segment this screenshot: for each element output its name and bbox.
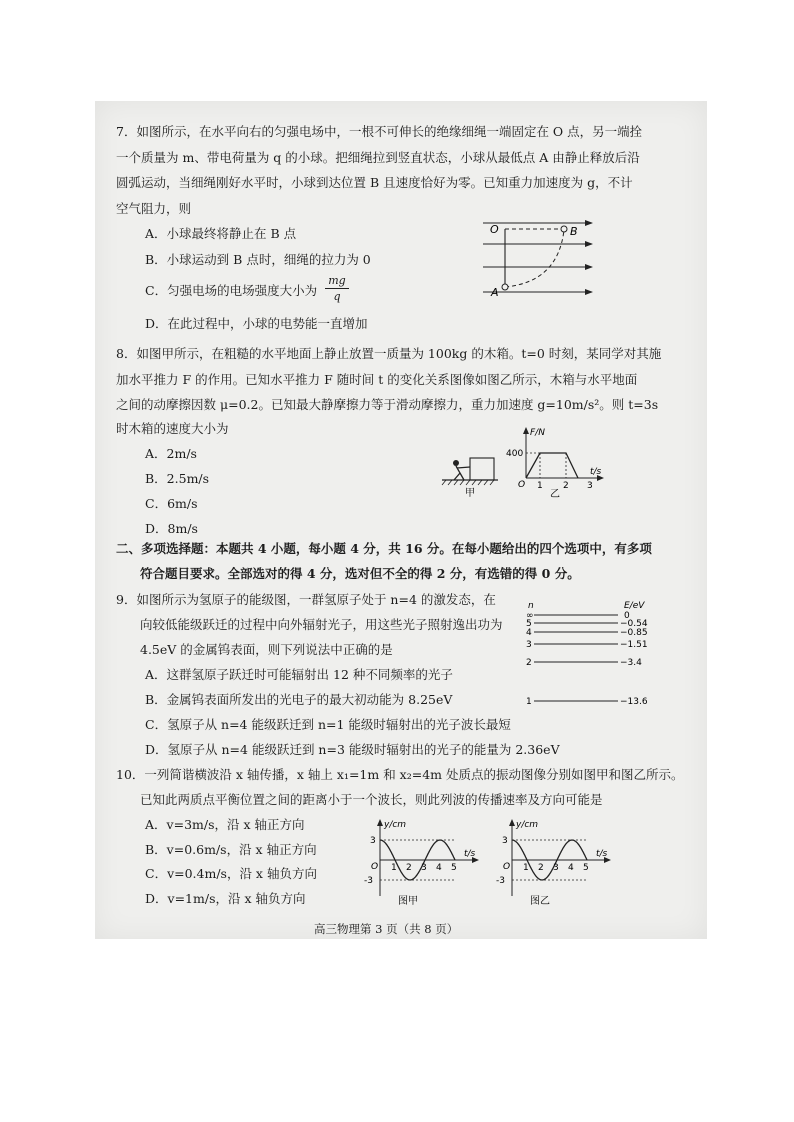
y-tick-min: -3 xyxy=(364,876,373,886)
ground-hatch xyxy=(442,480,494,485)
q9-energy-level-diagram xyxy=(520,596,670,711)
level-2 xyxy=(526,658,642,668)
n-header: n xyxy=(528,601,534,611)
arc-path xyxy=(505,230,564,287)
q9-option-a: A．这群氢原子跃迁时可能辐射出 12 种不同频率的光子 xyxy=(145,667,453,682)
q8-line-3: 之间的动摩擦因数 μ=0.2。已知最大静摩擦力等于滑动摩擦力，重力加速度 g=10m/s²。则 t=3s xyxy=(116,397,659,412)
q10-option-a: A．v=3m/s，沿 x 轴正方向 xyxy=(145,817,305,832)
q10-option-d: D．v=1m/s，沿 x 轴负方向 xyxy=(145,891,306,906)
x-tick-2: 2 xyxy=(538,863,544,873)
y-tick-min: -3 xyxy=(496,876,505,886)
q7-line-4: 空气阻力，则 xyxy=(116,201,192,216)
q7-line-1: 7．如图所示，在水平向右的匀强电场中，一根不可伸长的绝缘细绳一端固定在 O 点，另一端拴 xyxy=(116,124,643,139)
x-tick-4: 4 xyxy=(568,863,574,873)
origin-label: O xyxy=(371,862,379,872)
q9-option-d: D．氢原子从 n=4 能级跃迁到 n=3 能级时辐射出的光子的能量为 2.36eV xyxy=(145,742,560,757)
wooden-box xyxy=(470,458,494,480)
x-tick-2: 2 xyxy=(406,863,412,873)
svg-text:−0.54: −0.54 xyxy=(620,619,648,629)
label-o: O xyxy=(490,223,499,236)
x-tick-5: 5 xyxy=(583,863,589,873)
q8-line-1: 8．如图甲所示，在粗糙的水平地面上静止放置一质量为 100kg 的木箱。t=0 时刻，某同学对其施 xyxy=(116,346,662,361)
origin-label: O xyxy=(503,862,511,872)
q7-field-fraction xyxy=(325,274,349,303)
ball-a xyxy=(502,284,508,290)
x-tick-1: 1 xyxy=(537,481,543,491)
x-tick-1: 1 xyxy=(523,863,529,873)
q8-figure-jia xyxy=(440,450,500,498)
q8-option-d: D．8m/s xyxy=(145,521,198,536)
level-1 xyxy=(526,697,648,707)
level-3 xyxy=(526,640,648,650)
svg-text:2: 2 xyxy=(526,658,532,668)
x-tick-2: 2 xyxy=(563,481,569,491)
svg-text:1: 1 xyxy=(526,697,532,707)
q7-line-3: 圆弧运动，当细绳刚好水平时，小球到达位置 B 且速度恰好为零。已知重力加速度为 g，不计 xyxy=(116,175,633,190)
q9-line-1: 9．如图所示为氢原子的能级图，一群氢原子处于 n=4 的激发态，在 xyxy=(116,592,496,607)
force-curve xyxy=(526,453,578,478)
q9-option-c: C．氢原子从 n=4 能级跃迁到 n=1 能级时辐射出的光子波长最短 xyxy=(145,717,511,732)
caption-yi: 图乙 xyxy=(530,896,550,907)
x-tick-3: 3 xyxy=(553,863,559,873)
x-tick-3: 3 xyxy=(421,863,427,873)
page-footer: 高三物理第 3 页（共 8 页） xyxy=(314,922,459,936)
fraction-denominator: q xyxy=(333,290,341,303)
x-tick-5: 5 xyxy=(451,863,457,873)
q10-graph-yi xyxy=(490,816,620,908)
q7-option-c: C．匀强电场的电场强度大小为 xyxy=(145,283,318,298)
svg-text:0: 0 xyxy=(624,611,630,621)
q8-line-2: 加水平推力 F 的作用。已知水平推力 F 随时间 t 的变化关系图像如图乙所示，木箱与水平地面 xyxy=(116,372,638,387)
level-inf xyxy=(526,611,630,621)
y-tick-400: 400 xyxy=(506,449,524,459)
origin-label: O xyxy=(518,480,526,490)
x-tick-1: 1 xyxy=(391,863,397,873)
q7-option-a: A．小球最终将静止在 B 点 xyxy=(145,226,297,241)
svg-text:−1.51: −1.51 xyxy=(620,640,648,650)
y-axis-label: F/N xyxy=(530,428,545,438)
x-axis-label: t/s xyxy=(464,849,476,859)
q8-line-4: 时木箱的速度大小为 xyxy=(116,421,229,436)
label-jia: 甲 xyxy=(465,488,475,498)
q9-line-3: 4.5eV 的金属钨表面，则下列说法中正确的是 xyxy=(140,642,393,657)
q8-figure-yi xyxy=(500,424,610,499)
y-axis-label: y/cm xyxy=(516,820,539,830)
label-a: A xyxy=(491,286,499,299)
svg-text:5: 5 xyxy=(526,619,532,629)
svg-text:−3.4: −3.4 xyxy=(620,658,642,668)
fraction-numerator: mg xyxy=(328,274,346,287)
x-axis-label: t/s xyxy=(590,467,602,477)
e-header: E/eV xyxy=(624,601,645,611)
q8-option-a: A．2m/s xyxy=(145,446,197,461)
q9-option-b: B．金属钨表面所发出的光电子的最大初动能为 8.25eV xyxy=(145,692,453,707)
q10-graph-jia xyxy=(358,816,488,908)
q10-option-c: C．v=0.4m/s，沿 x 轴负方向 xyxy=(145,866,317,881)
svg-text:−13.6: −13.6 xyxy=(620,697,648,707)
section2-line-1: 二、多项选择题：本题共 4 小题，每小题 4 分，共 16 分。在每小题给出的四个选项中，有多项 xyxy=(116,541,652,556)
x-tick-3: 3 xyxy=(587,481,593,491)
q7-line-2: 一个质量为 m、带电荷量为 q 的小球。把细绳拉到竖直状态，小球从最低点 A 由静止释放后沿 xyxy=(116,150,640,165)
q7-option-b: B．小球运动到 B 点时，细绳的拉力为 0 xyxy=(145,252,371,267)
label-b: B xyxy=(570,225,578,238)
person-head xyxy=(453,460,459,466)
person-body xyxy=(454,466,470,480)
x-axis-label: t/s xyxy=(596,849,608,859)
q10-option-b: B．v=0.6m/s，沿 x 轴正方向 xyxy=(145,842,317,857)
y-axis-label: y/cm xyxy=(384,820,407,830)
q8-option-c: C．6m/s xyxy=(145,496,198,511)
y-tick-max: 3 xyxy=(370,836,376,846)
level-4 xyxy=(526,628,648,638)
y-tick-max: 3 xyxy=(502,836,508,846)
svg-text:−0.85: −0.85 xyxy=(620,628,648,638)
q7-figure xyxy=(478,216,598,306)
q9-line-2: 向较低能级跃迁的过程中向外辐射光子，用这些光子照射逸出功为 xyxy=(140,617,503,632)
x-tick-4: 4 xyxy=(436,863,442,873)
q10-line-2: 已知此两质点平衡位置之间的距离小于一个波长，则此列波的传播速率及方向可能是 xyxy=(140,792,603,807)
q10-line-1: 10．一列简谐横波沿 x 轴传播，x 轴上 x₁=1m 和 x₂=4m 处质点的振动图像分别如图甲和图乙所示。 xyxy=(116,767,684,782)
svg-text:4: 4 xyxy=(526,628,532,638)
section2-line-2: 符合题目要求。全部选对的得 4 分，选对但不全的得 2 分，有选错的得 0 分。 xyxy=(140,566,580,581)
svg-text:∞: ∞ xyxy=(526,611,534,621)
ball-b xyxy=(561,226,567,232)
q8-option-b: B．2.5m/s xyxy=(145,471,210,486)
svg-text:3: 3 xyxy=(526,640,532,650)
label-yi: 乙 xyxy=(550,489,560,499)
caption-jia: 图甲 xyxy=(398,896,418,907)
q7-option-d: D．在此过程中，小球的电势能一直增加 xyxy=(145,316,368,331)
